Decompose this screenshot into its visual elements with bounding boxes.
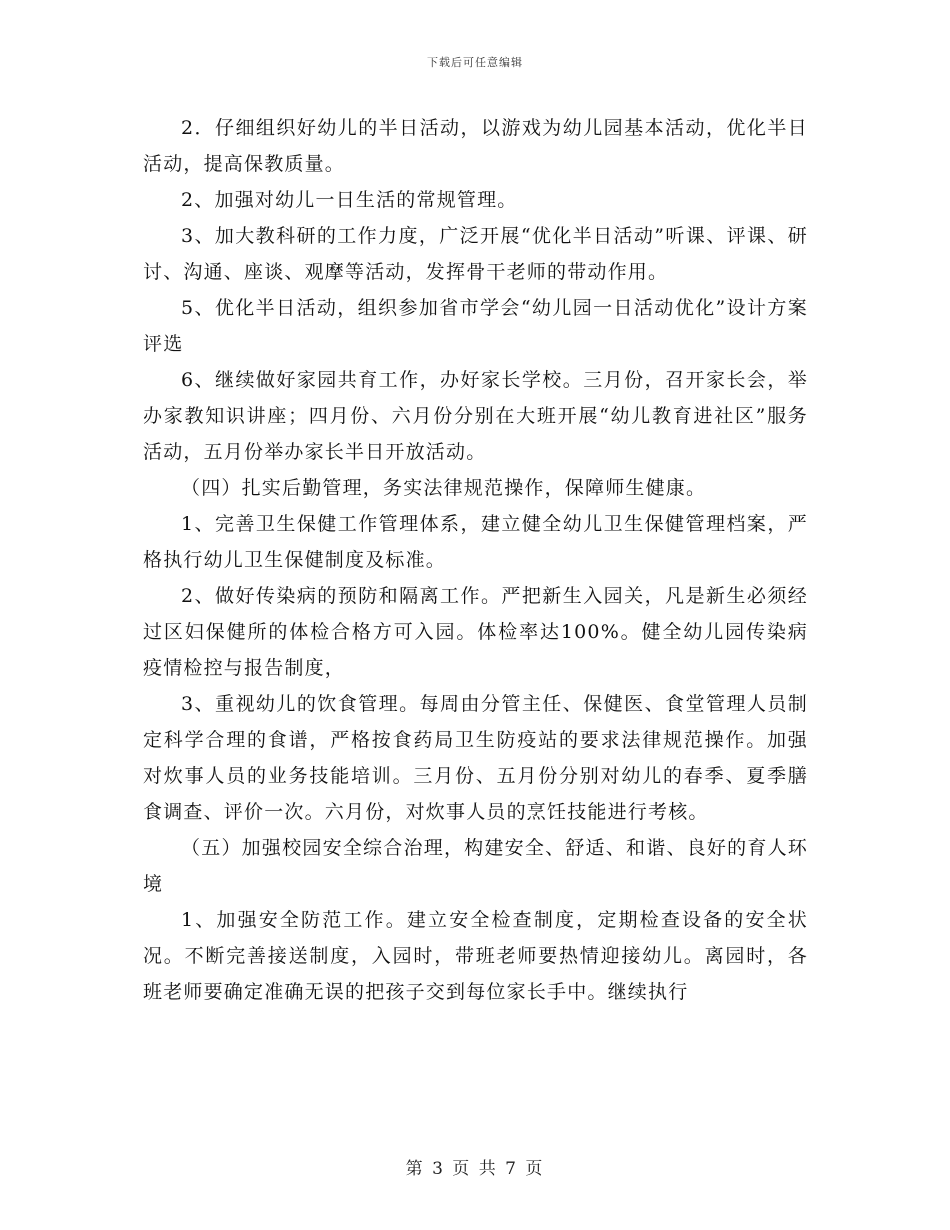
paragraph: 2、加强对幼儿一日生活的常规管理。	[181, 189, 518, 211]
paragraph: 2、做好传染病的预防和隔离工作。严把新生入园关，凡是新生必须经过区妇保健所的体检合格方可入园。体检率达100%。健全幼儿园传染病疫情检控与报告制度，	[143, 585, 808, 679]
paragraph: 1、加强安全防范工作。建立安全检查制度，定期检查设备的安全状况。不断完善接送制度，入园时，带班老师要热情迎接幼儿。离园时，各班老师要确定准确无误的把孩子交到每位家长手中。继续执行	[143, 909, 808, 1003]
page-number: 第 3 页 共 7 页	[405, 1159, 545, 1179]
paragraph: 1、完善卫生保健工作管理体系，建立健全幼儿卫生保健管理档案，严格执行幼儿卫生保健制度及标准。	[143, 513, 808, 571]
page-header-note: 下载后可任意编辑	[427, 56, 523, 69]
paragraph: 5、优化半日活动，组织参加省市学会“幼儿园一日活动优化”设计方案评选	[143, 297, 808, 355]
paragraph: 3、重视幼儿的饮食管理。每周由分管主任、保健医、食堂管理人员制定科学合理的食谱，严格按食药局卫生防疫站的要求法律规范操作。加强对炊事人员的业务技能培训。三月份、五月份分别对幼儿的春季、夏季膳食调查、评价一次。六月份，对炊事人员的烹饪技能进行考核。	[143, 693, 808, 823]
paragraph: 6、继续做好家园共育工作，办好家长学校。三月份，召开家长会，举办家教知识讲座；四月份、六月份分别在大班开展“幼儿教育进社区”服务活动，五月份举办家长半日开放活动。	[143, 369, 808, 463]
document-body	[143, 110, 808, 1010]
paragraph: 3、加大教科研的工作力度，广泛开展“优化半日活动”听课、评课、研讨、沟通、座谈、观摩等活动，发挥骨干老师的带动作用。	[143, 225, 808, 283]
paragraph: 2．仔细组织好幼儿的半日活动，以游戏为幼儿园基本活动，优化半日活动，提高保教质量。	[143, 117, 808, 175]
section-heading: （五）加强校园安全综合治理，构建安全、舒适、和谐、良好的育人环境	[143, 837, 808, 895]
section-heading: （四）扎实后勤管理，务实法律规范操作，保障师生健康。	[181, 477, 707, 499]
